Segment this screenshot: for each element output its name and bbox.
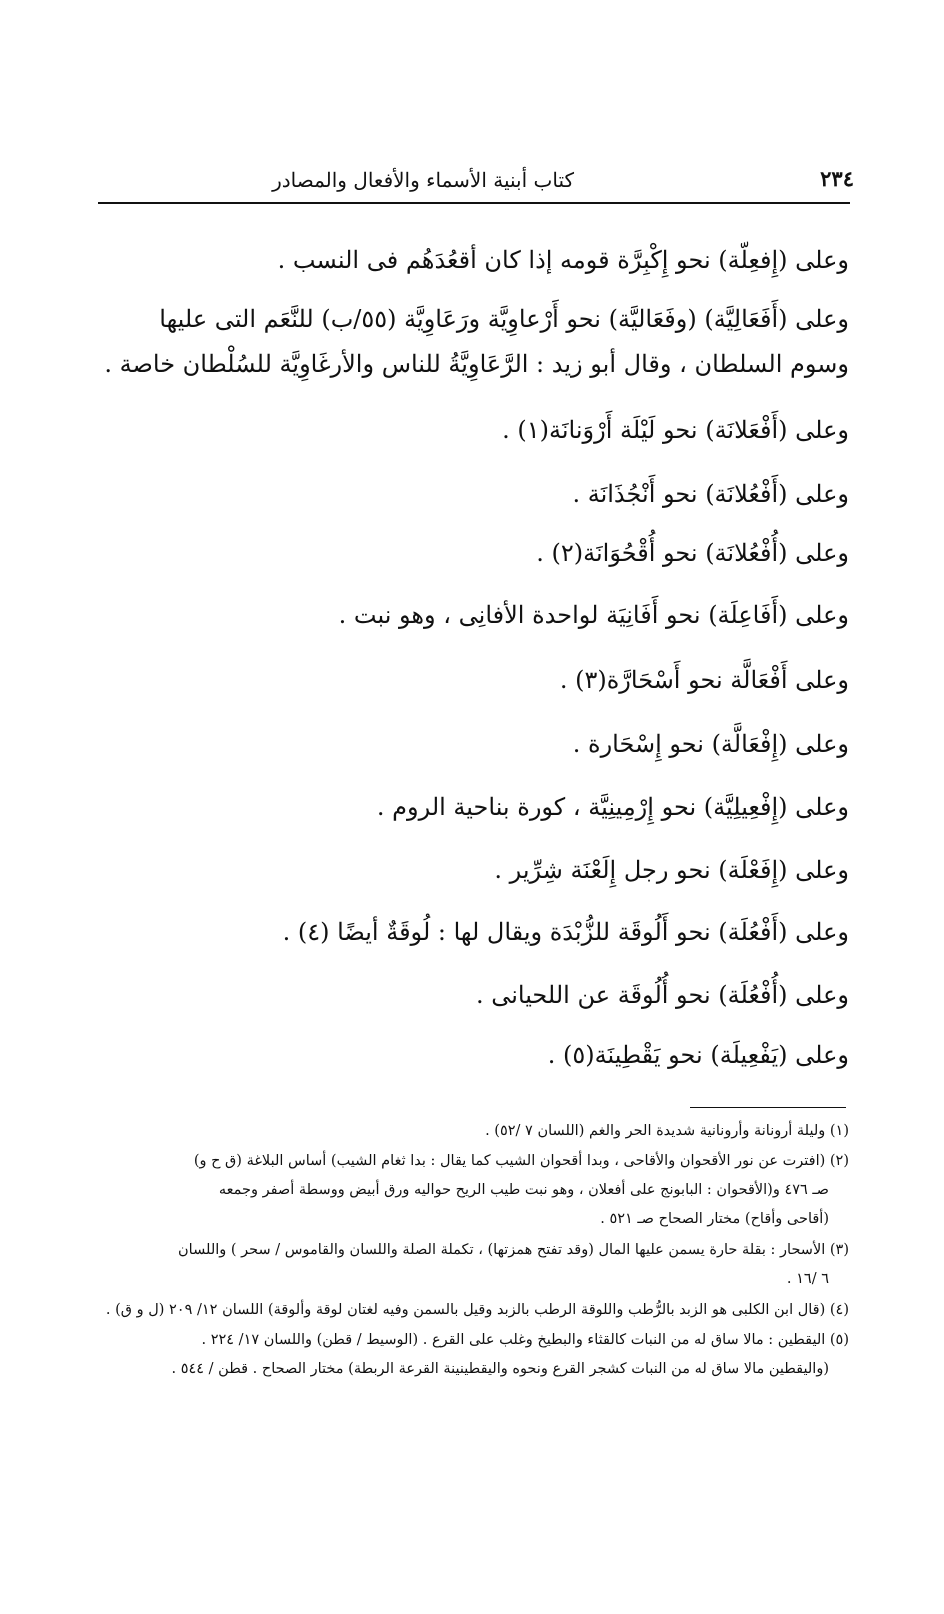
body-line: وعلى (أَفَعَالِيَّة) (وفَعَاليَّة) نحو أَرْعاوِيَّة ورَعَاوِيَّة (٥٥/ب) للنَّعَم التى عليها [159, 305, 849, 333]
footnote-line: (١) وليلة أرونانة وأرونانية شديدة الحر والغم (اللسان ٧ /٥٢) . [485, 1123, 849, 1139]
body-line: وعلى (إِفعِلّة) نحو إِكْبِرَّة قومه إذا كان أقعُدَهُم فى النسب . [277, 246, 849, 274]
body-line: وعلى (أَفَاعِلَة) نحو أَفَانِيَة لواحدة الأفانِى ، وهو نبت . [338, 601, 849, 629]
footnote-line: (أقاحى وأقاح) مختار الصحاح صـ ٥٢١ . [600, 1211, 829, 1227]
running-header-title: كتاب أبنية الأسماء والأفعال والمصادر [272, 168, 574, 192]
body-line: وعلى أَفْعَالَّة نحو أَسْحَارَّة(٣) . [559, 666, 849, 694]
body-line: وعلى (يَفْعِيلَة) نحو يَقْطِينَة(٥) . [547, 1041, 849, 1069]
header-rule [98, 202, 850, 204]
body-line: وعلى (أُفْعُلَة) نحو أُلُوقَة عن اللحيانى . [475, 981, 849, 1009]
body-line: وعلى (أَفْعُلَة) نحو أَلُوقَة للزُّبْدَة ويقال لها : لُوقَةٌ أيضًا (٤) . [282, 918, 849, 946]
footnote-line: (واليقطين مالا ساق له من النبات كشجر القرع ونحوه واليقطينينة القرعة الربطة) مختار الصحاح . قطن / ٥٤٤ . [171, 1361, 829, 1377]
body-line: وعلى (إِفْعَالَّة) نحو إِسْحَارة . [572, 730, 849, 758]
body-line: وعلى (أُفْعُلانَة) نحو أُقْحُوَانَة(٢) . [536, 539, 849, 567]
body-line: وعلى (إِفَعْلَة) نحو رجل إِلَعْنَة شِرِّير . [494, 856, 849, 884]
body-line: وعلى (إِفْعِيلِيَّة) نحو إِرْمِينِيَّة ، كورة بناحية الروم . [376, 793, 849, 821]
page-number: ٢٣٤ [820, 166, 854, 191]
body-line: وسوم السلطان ، وقال أبو زيد : الرَّعَاوِيَّةُ للناس والأرغَاوِيَّة للسُلْطان خاصة . [104, 350, 849, 378]
footnote-line: (٤) (قال ابن الكلبى هو الزبد بالرُّطب واللوقة الرطب بالزبد وقيل بالسمن وفيه لغتان لوقة وألوقة) اللسان ١٢/ ٢٠٩ (ل و ق) . [105, 1302, 849, 1318]
footnote-line: (٢) (افترت عن نور الأقحوان والأقاحى ، وبدا أقحوان الشيب كما يقال : بدا ثغام الشيب) أساس البلاغة (ق ح و) [193, 1153, 849, 1169]
body-line: وعلى (أَفْعُلانَة) نحو أَنْجُذَانَة . [572, 480, 849, 508]
footnote-rule [690, 1107, 846, 1108]
body-line: وعلى (أَفْعَلانَة) نحو لَيْلَة أَرْوَنانَة(١) . [502, 416, 849, 444]
footnote-line: صـ ٤٧٦ و(الأقحوان : البابونج على أفعلان ، وهو نبت طيب الريح حواليه ورق أبيض ووسطة أصفر وجمعه [218, 1182, 829, 1198]
footnote-line: ٦ /١٦ . [786, 1271, 829, 1287]
footnote-line: (٣) الأسحار : بقلة حارة يسمن عليها المال (وقد تفتح همزتها) ، تكملة الصلة واللسان والقاموس / سحر ) واللسان [178, 1242, 849, 1258]
footnote-line: (٥) اليقطين : مالا ساق له من النبات كالقثاء والبطيخ وغلب على القرع . (الوسيط / قطن) واللسان ١٧/ ٢٢٤ . [201, 1332, 849, 1348]
